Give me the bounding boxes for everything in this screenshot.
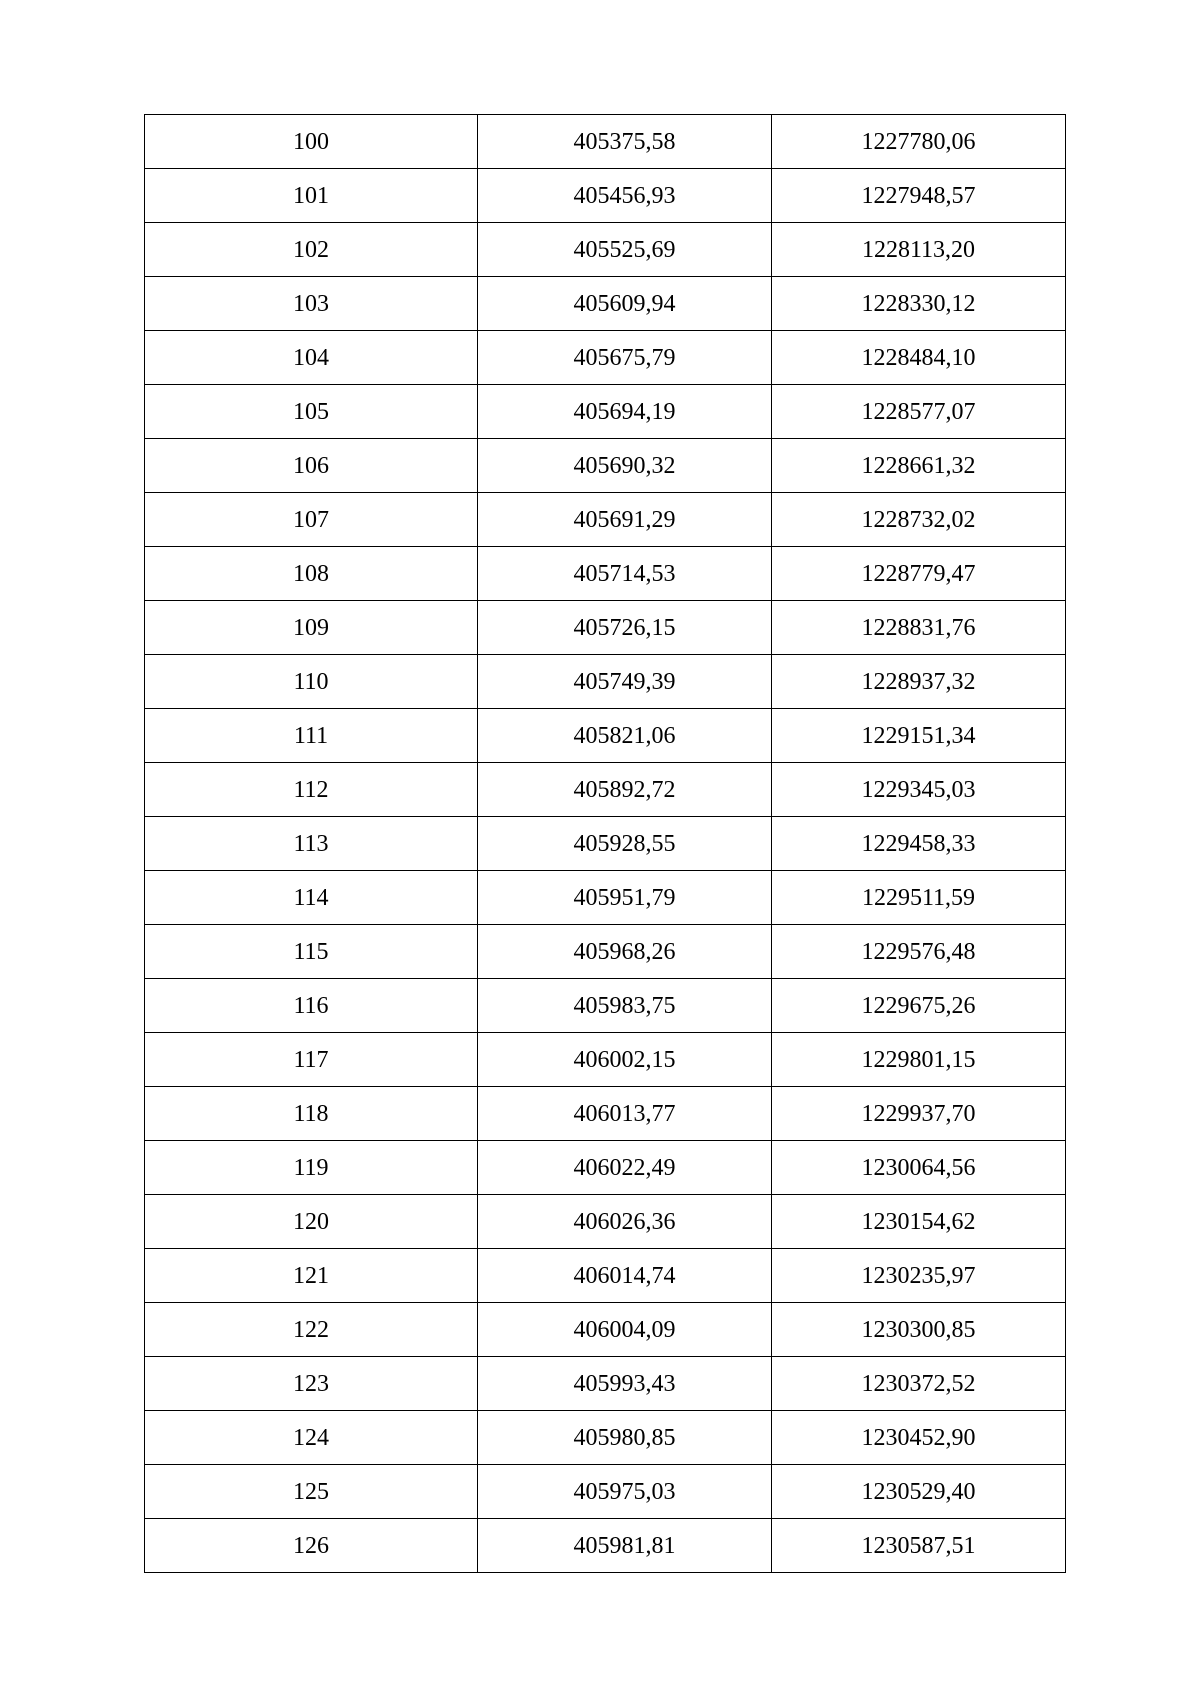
table-row [145, 493, 1066, 547]
y-coordinate-cell: 1229675,26 [772, 979, 1066, 1033]
y-coordinate-cell: 1228484,10 [772, 331, 1066, 385]
point-number-cell: 126 [145, 1519, 478, 1573]
table-row [145, 1249, 1066, 1303]
y-coordinate-cell: 1228732,02 [772, 493, 1066, 547]
point-number-cell: 103 [145, 277, 478, 331]
y-coordinate-cell: 1229937,70 [772, 1087, 1066, 1141]
y-coordinate-cell: 1227780,06 [772, 115, 1066, 169]
point-number-cell: 119 [145, 1141, 478, 1195]
point-number-cell: 123 [145, 1357, 478, 1411]
point-number-cell: 100 [145, 115, 478, 169]
x-coordinate-cell: 405821,06 [478, 709, 772, 763]
x-coordinate-cell: 406022,49 [478, 1141, 772, 1195]
x-coordinate-cell: 405951,79 [478, 871, 772, 925]
y-coordinate-cell: 1228779,47 [772, 547, 1066, 601]
point-number-cell: 110 [145, 655, 478, 709]
table-row [145, 925, 1066, 979]
point-number-cell: 116 [145, 979, 478, 1033]
x-coordinate-cell: 405675,79 [478, 331, 772, 385]
x-coordinate-cell: 405749,39 [478, 655, 772, 709]
table-row [145, 1411, 1066, 1465]
table-row [145, 547, 1066, 601]
table-body [145, 115, 1066, 1573]
table-row [145, 169, 1066, 223]
point-number-cell: 120 [145, 1195, 478, 1249]
y-coordinate-cell: 1227948,57 [772, 169, 1066, 223]
x-coordinate-cell: 406014,74 [478, 1249, 772, 1303]
y-coordinate-cell: 1230529,40 [772, 1465, 1066, 1519]
y-coordinate-cell: 1230587,51 [772, 1519, 1066, 1573]
table-row [145, 1033, 1066, 1087]
table-row [145, 1195, 1066, 1249]
table-row [145, 655, 1066, 709]
x-coordinate-cell: 405456,93 [478, 169, 772, 223]
point-number-cell: 115 [145, 925, 478, 979]
point-number-cell: 118 [145, 1087, 478, 1141]
y-coordinate-cell: 1230372,52 [772, 1357, 1066, 1411]
table-row [145, 277, 1066, 331]
x-coordinate-cell: 405968,26 [478, 925, 772, 979]
x-coordinate-cell: 405981,81 [478, 1519, 772, 1573]
table-row [145, 439, 1066, 493]
point-number-cell: 122 [145, 1303, 478, 1357]
table-row [145, 1519, 1066, 1573]
y-coordinate-cell: 1228937,32 [772, 655, 1066, 709]
table-row [145, 601, 1066, 655]
table-row [145, 1465, 1066, 1519]
y-coordinate-cell: 1229511,59 [772, 871, 1066, 925]
table-row [145, 871, 1066, 925]
table-row [145, 979, 1066, 1033]
point-number-cell: 108 [145, 547, 478, 601]
x-coordinate-cell: 405726,15 [478, 601, 772, 655]
table-row [145, 1141, 1066, 1195]
y-coordinate-cell: 1230235,97 [772, 1249, 1066, 1303]
x-coordinate-cell: 405993,43 [478, 1357, 772, 1411]
table-row [145, 1087, 1066, 1141]
point-number-cell: 124 [145, 1411, 478, 1465]
x-coordinate-cell: 405892,72 [478, 763, 772, 817]
y-coordinate-cell: 1230452,90 [772, 1411, 1066, 1465]
x-coordinate-cell: 405375,58 [478, 115, 772, 169]
x-coordinate-cell: 405975,03 [478, 1465, 772, 1519]
point-number-cell: 125 [145, 1465, 478, 1519]
x-coordinate-cell: 406013,77 [478, 1087, 772, 1141]
table-row [145, 817, 1066, 871]
table-row [145, 385, 1066, 439]
y-coordinate-cell: 1230154,62 [772, 1195, 1066, 1249]
table-row [145, 1357, 1066, 1411]
y-coordinate-cell: 1229458,33 [772, 817, 1066, 871]
point-number-cell: 102 [145, 223, 478, 277]
table-row [145, 1303, 1066, 1357]
x-coordinate-cell: 405983,75 [478, 979, 772, 1033]
table-row [145, 763, 1066, 817]
y-coordinate-cell: 1230300,85 [772, 1303, 1066, 1357]
point-number-cell: 117 [145, 1033, 478, 1087]
point-number-cell: 101 [145, 169, 478, 223]
x-coordinate-cell: 405928,55 [478, 817, 772, 871]
point-number-cell: 121 [145, 1249, 478, 1303]
x-coordinate-cell: 405609,94 [478, 277, 772, 331]
y-coordinate-cell: 1228330,12 [772, 277, 1066, 331]
y-coordinate-cell: 1229345,03 [772, 763, 1066, 817]
y-coordinate-cell: 1228831,76 [772, 601, 1066, 655]
y-coordinate-cell: 1229151,34 [772, 709, 1066, 763]
y-coordinate-cell: 1228113,20 [772, 223, 1066, 277]
table-row [145, 223, 1066, 277]
y-coordinate-cell: 1229576,48 [772, 925, 1066, 979]
x-coordinate-cell: 406002,15 [478, 1033, 772, 1087]
x-coordinate-cell: 405691,29 [478, 493, 772, 547]
x-coordinate-cell: 405980,85 [478, 1411, 772, 1465]
point-number-cell: 112 [145, 763, 478, 817]
y-coordinate-cell: 1230064,56 [772, 1141, 1066, 1195]
x-coordinate-cell: 405690,32 [478, 439, 772, 493]
point-number-cell: 105 [145, 385, 478, 439]
x-coordinate-cell: 405714,53 [478, 547, 772, 601]
coordinates-table [144, 114, 1066, 1573]
point-number-cell: 114 [145, 871, 478, 925]
y-coordinate-cell: 1228577,07 [772, 385, 1066, 439]
table-row [145, 709, 1066, 763]
point-number-cell: 109 [145, 601, 478, 655]
table-row [145, 331, 1066, 385]
point-number-cell: 107 [145, 493, 478, 547]
point-number-cell: 104 [145, 331, 478, 385]
y-coordinate-cell: 1229801,15 [772, 1033, 1066, 1087]
point-number-cell: 113 [145, 817, 478, 871]
point-number-cell: 106 [145, 439, 478, 493]
y-coordinate-cell: 1228661,32 [772, 439, 1066, 493]
x-coordinate-cell: 405694,19 [478, 385, 772, 439]
x-coordinate-cell: 406026,36 [478, 1195, 772, 1249]
table-row [145, 115, 1066, 169]
point-number-cell: 111 [145, 709, 478, 763]
x-coordinate-cell: 406004,09 [478, 1303, 772, 1357]
x-coordinate-cell: 405525,69 [478, 223, 772, 277]
